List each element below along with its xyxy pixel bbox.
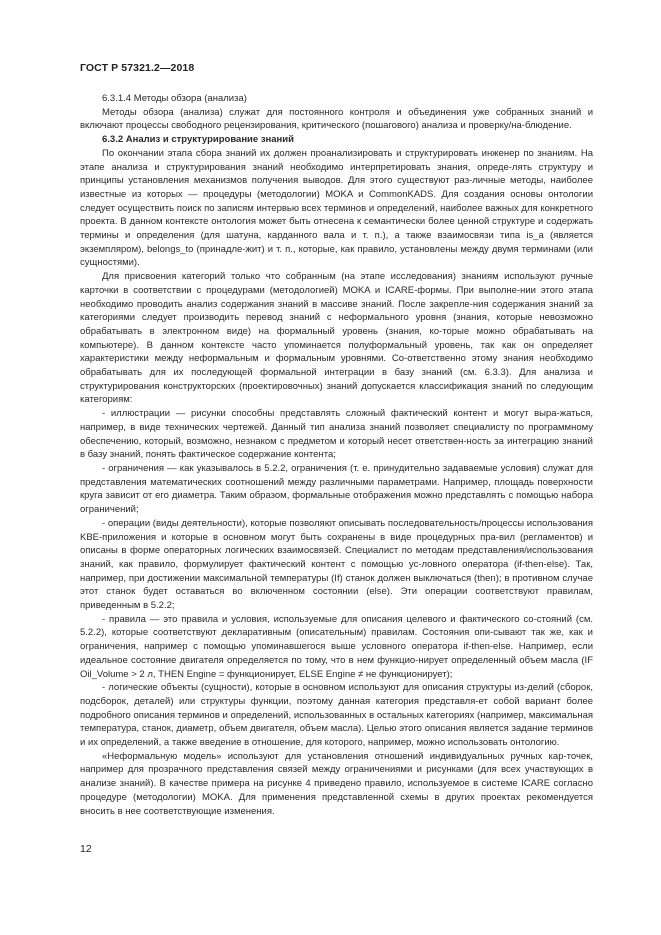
list-item: - ограничения — как указывалось в 5.2.2, ограничения (т. е. принудительно задаваемые условия) служат для представления математических соотношений между различными параметрами. Например, площадь поверхности круга зависит от его диаметра. Таким образом, формальные отображения можно представлять с помощью набора ограничений;	[80, 462, 593, 516]
heading-6-3-2: 6.3.2 Анализ и структурирование знаний	[102, 134, 294, 146]
paragraph: «Неформальную модель» используют для установления отношений индивидуальных ручных кар-точек, например для прозрачного представления связей между ограничениями и рисунками (для всех участвующих в анализе знаний). В качестве примера на рисунке 4 приведено правило, используемое в системе ICARE согласно процедуре (методологии) MOKA. Для применения представленной схемы в других проектах рекомендуется вносить в нее соответствующие изменения.	[80, 750, 593, 817]
paragraph: Для присвоения категорий только что собранным (на этапе исследования) знаниям используют ручные карточки в соответствии с процедурами (методологией) MOKA и ICARE-формы. При выполне-нии этого этапа необходимо проводить анализ содержания знаний в массиве знаний. После закрепле-ния содержания знаний за категориями следует производить перевод знаний с неформального уровня (знания, которые невозможно обрабатывать в электронном виде) на формальный уровень (знания, ко-торые можно обрабатывать на компьютере). В данном контексте часто упоминается полуформальный уровень, так как он определяет характеристики между неформальным и формальным уровнями. Со-ответственно этому знания необходимо обрабатывать для их последующей формальной интеграции в базу знаний (см. 6.3.3). Для анализа и структурирования конструкторских (проектировочных) знаний допускается классификация знаний по следующим категориям:	[80, 271, 593, 406]
page-number: 12	[80, 843, 92, 855]
document-code-header: ГОСТ Р 57321.2—2018	[80, 62, 195, 74]
list-item: - операции (виды деятельности), которые позволяют описывать последовательность/процессы использования KBE-приложения и которые в основном могут быть сохранены в виде процедурных пра-вил (регламентов) и описаны в форме операторных логических взаимосвязей. Специалист по методам представления/использования знаний, как правило, формулирует фактический контент с помощью ус-ловного оператора (if-then-else). Так, например, при достижении максимальной температуры (If) станок должен выключаться (then); в противном случае этот станок будет оставаться во включенном состоянии (else). Эти операции соответствуют правилам, приведенным в 5.2.2;	[80, 517, 593, 612]
list-item: - правила — это правила и условия, используемые для описания целевого и фактического со-стояний (см. 5.2.2), которые соответствуют декларативным (описательным) правилам. Состояния опи-сывают так же, как и ограничения, например с помощью упоминавшегося выше условного оператора if-then-else. Например, если идеальное состояние двигателя определяется по тому, что в нем функцио-нирует определенный объем масла (IF Oil_Volume > 2 л, THEN Engine = функционирует, ELSE Engine ≠ не функционирует);	[80, 613, 593, 680]
list-item: - логические объекты (сущности), которые в основном используют для описания структуры из-делий (сборок, подсборок, деталей) или структуры функции, поэтому данная категория представля-ет собой вариант более подробного описания терминов и определений, использованных в остальных категориях (например, максимальная температура, станок, диаметр, объем двигателя, объем масла). Целью этого описания является задание терминов и их определений, а также введение в отношение, для которого, например, можно использовать онтологию.	[80, 682, 593, 749]
subheading-6-3-1-4: 6.3.1.4 Методы обзора (анализа)	[102, 93, 247, 104]
paragraph: Методы обзора (анализа) служат для постоянного контроля и объединения уже собранных знаний и включают процессы свободного рецензирования, критического (пошагового) анализа и проверку/на-блюдение.	[80, 106, 593, 132]
paragraph: По окончании этапа сбора знаний их должен проанализировать и структурировать инженер по знаниям. На этапе анализа и структурирования знаний необходимо интерпретировать знания, опреде-лять структуру и принципы установления механизмов получения выводов. Для этого существуют раз-личные методы, наиболее известные из которых — процедуры (методологии) MOKA и CommonKADS. Для создания основы онтологии следует осуществить поиск по записям интервью всех терминов и определений, наиболее важных для конкретного проекта. В данном контексте онтология может быть отнесена к семантически более ценной структуре и содержать термины и определения (для шатуна, карданного вала и т. п.), а также взаимосвязи типа is_a (является экземпляром), belongs_to (принадле-жит) и т. п., которые, как правило, установлены между двумя терминами (или сущностями).	[80, 147, 593, 269]
body-text	[80, 92, 593, 818]
list-item: - иллюстрации — рисунки способны представлять сложный фактический контент и могут выра-жаться, например, в виде технических чертежей. Данный тип анализа знаний позволяет специалисту по программному обеспечению, который, возможно, незнаком с предметом и который несет ответствен-ность за интеграцию знаний в базу знаний, понять фактическое содержание контента;	[80, 408, 593, 461]
